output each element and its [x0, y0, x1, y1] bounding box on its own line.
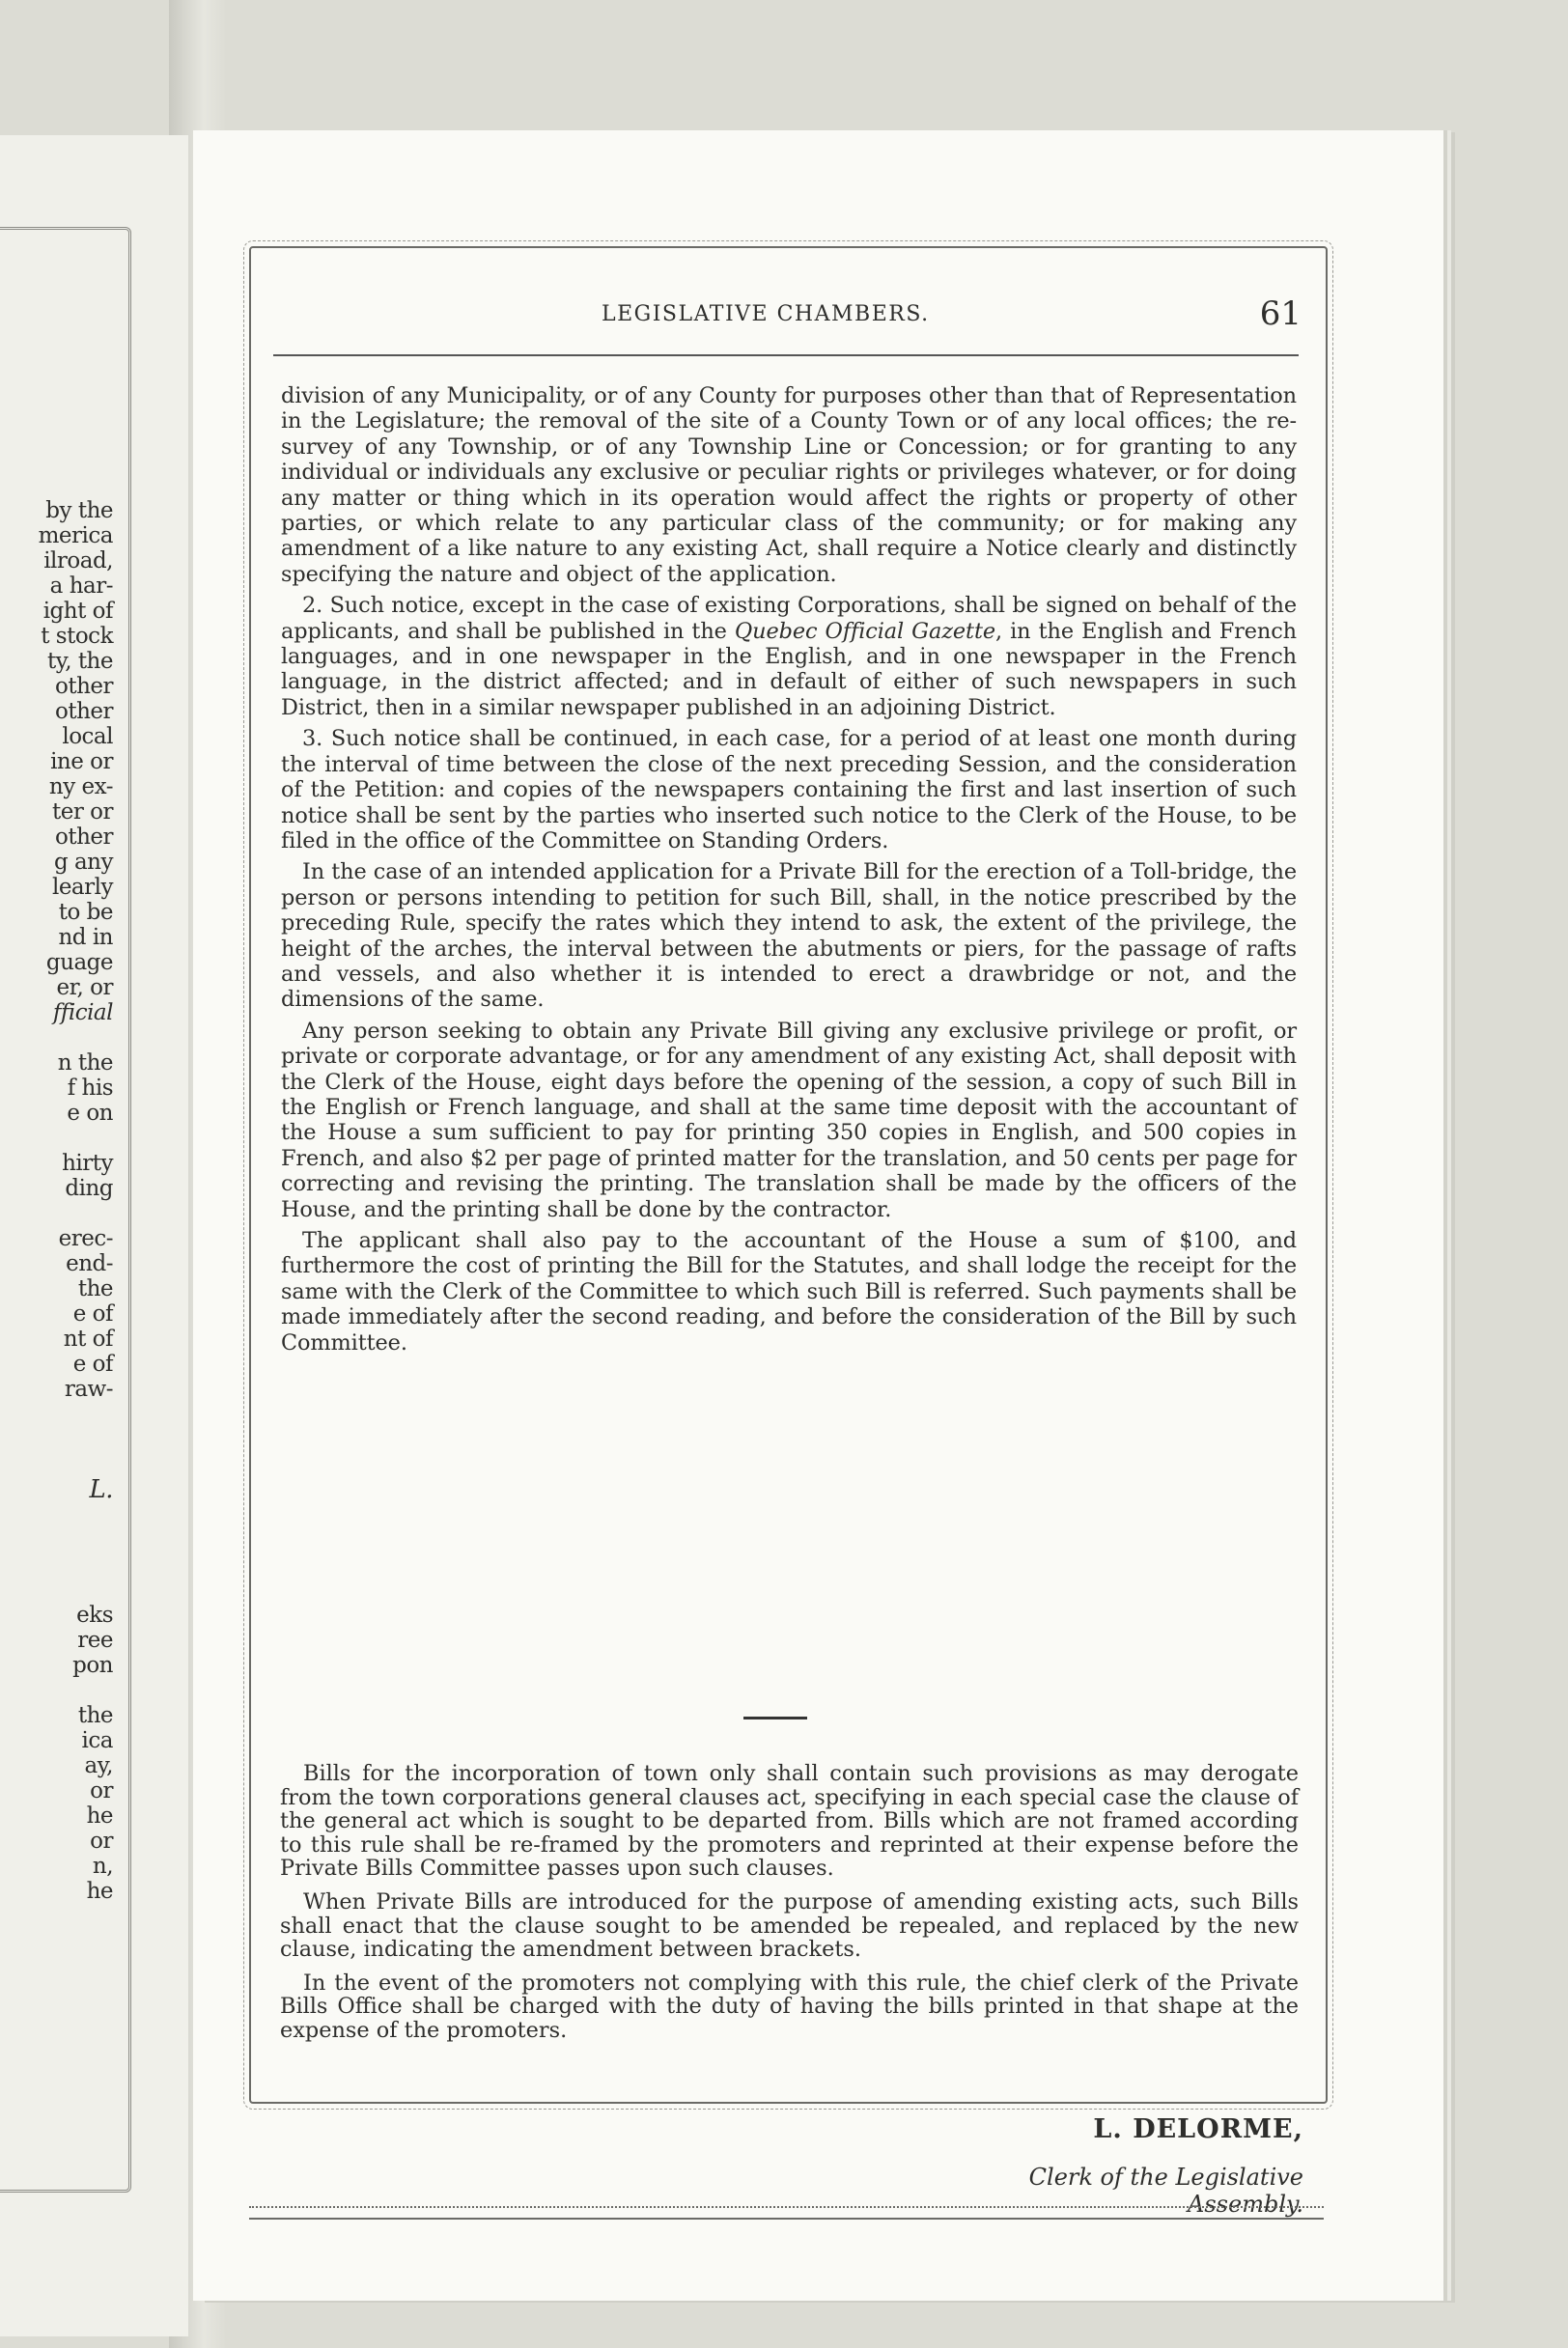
- header-rule: [273, 354, 1299, 356]
- facing-page-line: other: [54, 699, 113, 724]
- paragraph-noncompliance: In the event of the promoters not complying with this rule, the chief clerk of the Private Bills Office shall be charged with the duty of having the bills printed in that shape at the expense of the promoters.: [280, 1970, 1299, 2043]
- facing-page-line: e of: [72, 1301, 113, 1327]
- paragraph-rule-3: 3. Such notice shall be continued, in each case, for a period of at least one month during the interval of time between the close of the next preceding Session, and the consideration of the Petition: and copies of the newspapers containing the first and last insertion of such notice shall be sent by the parties who inserted such notice to the Clerk of the House, to be filed in the office of the Committee on Standing Orders.: [281, 726, 1297, 853]
- facing-page-line: ica: [81, 1728, 113, 1753]
- facing-page-line: ter or: [51, 799, 113, 825]
- facing-page-line: guage: [45, 950, 113, 975]
- signature-block: [946, 2114, 1303, 2218]
- facing-page-line: [7, 1427, 113, 1452]
- facing-page-line: fficial: [52, 1000, 113, 1025]
- facing-page-line: to be: [58, 900, 113, 925]
- facing-page-line: he: [86, 1879, 113, 1904]
- facing-page-line: other: [54, 825, 113, 850]
- facing-page-line: n,: [92, 1854, 113, 1879]
- facing-page-line: e of: [72, 1352, 113, 1377]
- gazette-name: Quebec Official Gazette: [734, 618, 995, 644]
- facing-page-line: pon: [72, 1653, 113, 1678]
- paragraph-continued: division of any Municipality, or of any County for purposes other than that of Representation in the Legislature; the removal of the site of a County Town or of any local offices; the re-survey of any Township, or of any Township Line or Concession; or for granting to any individual or individuals any exclusive or peculiar rights or privileges whatever, or for doing any matter or thing which in its operation would affect the rights or property of other parties, or which relate to any particular class of the community; or for making any amendment of a like nature to any existing Act, shall require a Notice clearly and distinctly specifying the nature and object of the application.: [281, 383, 1297, 587]
- facing-page-line: a har-: [49, 573, 113, 599]
- facing-page-line: [7, 1678, 113, 1703]
- facing-page-line: eks: [76, 1603, 113, 1628]
- running-title: LEGISLATIVE CHAMBERS.: [602, 302, 930, 326]
- facing-page-line: [7, 1552, 113, 1578]
- facing-page-line: ight of: [42, 599, 113, 624]
- facing-page-line: the: [77, 1276, 113, 1301]
- facing-page-line: he: [86, 1803, 113, 1829]
- decorative-border-bottom: [249, 2206, 1324, 2220]
- paragraph-payment: The applicant shall also pay to the accountant of the House a sum of $100, and furthermore the cost of printing the Bill for the Statutes, and shall lodge the receipt for the same with the Clerk of the Committee to which such Bill is referred. Such payments shall be made immediately after the second reading, and before the consideration of the Bill by such Committee.: [281, 1228, 1297, 1356]
- paragraph-deposit: Any person seeking to obtain any Private Bill giving any exclusive privilege or profit, or private or corporate advantage, or for any amendment of any existing Act, shall deposit with the Clerk of the House, eight days before the opening of the session, a copy of such Bill in the English or French language, and shall at the same time deposit with the accountant of the House a sum sufficient to pay for printing 350 copies in English, and 500 copies in French, and also $2 per page of printed matter for the translation, and 50 cents per page for correcting and revising the printing. The translation shall be made by the officers of the House, and the printing shall be done by the contractor.: [281, 1018, 1297, 1222]
- facing-page-line: hirty: [62, 1151, 113, 1176]
- page: [193, 130, 1443, 2301]
- facing-page-line: by the: [45, 498, 113, 523]
- facing-page-line: end-: [66, 1251, 113, 1276]
- facing-page-line: [7, 1502, 113, 1527]
- signatory-title: Clerk of the Legislative Assembly.: [1028, 2164, 1303, 2218]
- facing-page-line: ree: [77, 1628, 113, 1653]
- facing-page-line: ny ex-: [48, 774, 113, 799]
- facing-page-line: ding: [65, 1176, 113, 1201]
- facing-page-line: merica: [38, 523, 113, 548]
- facing-page-line: ty, the: [47, 649, 113, 674]
- facing-page-line: raw-: [64, 1377, 113, 1402]
- facing-page-line: [7, 1201, 113, 1226]
- running-head: [273, 294, 1302, 333]
- facing-page-line: other: [54, 674, 113, 699]
- paragraph-rule-2: [281, 593, 1297, 720]
- facing-page-line: learly: [51, 875, 113, 900]
- facing-page-line: or: [90, 1778, 113, 1803]
- facing-page-line: erec-: [58, 1226, 113, 1251]
- facing-page-line: er, or: [56, 975, 113, 1000]
- facing-page-line: or: [90, 1829, 113, 1854]
- facing-page-line: L.: [89, 1475, 113, 1504]
- paragraph-toll-bridge: In the case of an intended application for a Private Bill for the erection of a Toll-bridge, the person or persons intending to petition for such Bill, shall, in the notice prescribed by the preceding Rule, specify the rates which they intend to ask, the extent of the privilege, the height of the arches, the interval between the abutments or piers, for the passage of rafts and vessels, and also whether it is intended to erect a drawbridge or not, and the dimensions of the same.: [281, 859, 1297, 1013]
- facing-page-line: e on: [67, 1101, 113, 1126]
- facing-page-line: ay,: [84, 1753, 113, 1778]
- facing-page-line: [7, 1527, 113, 1552]
- facing-page-line: n the: [57, 1050, 113, 1076]
- facing-page-line: f his: [67, 1076, 113, 1101]
- facing-page-line: the: [77, 1703, 113, 1728]
- facing-page-line: ine or: [50, 749, 113, 774]
- facing-page-line: [7, 1452, 113, 1477]
- paragraph-amending-acts: When Private Bills are introduced for the purpose of amending existing acts, such Bills shall enact that the clause sought to be amended be repealed, and replaced by the new clause, indicating the amendment between brackets.: [280, 1888, 1299, 1963]
- paragraph-town-bills: Bills for the incorporation of town only shall contain such provisions as may derogate from the town corporations general clauses act, specifying in each special case the clause of the general act which is sought to be departed from. Bills which are not framed according to this rule shall be re-framed by the promoters and reprinted at their expense before the Private Bills Committee passes upon such clauses.: [280, 1761, 1299, 1882]
- paragraph-rule-2-part2: , in the English and French languages, and in one newspaper in the English, and in one newspaper in the French language, in the district affected; and in default of either of such newspapers in such District, then in a similar newspaper published in an adjoining District.: [281, 618, 1297, 720]
- facing-page-line: t stock: [41, 624, 113, 649]
- facing-page-fragment: [0, 135, 188, 2336]
- section-divider: [743, 1717, 807, 1719]
- signatory-name: L. DELORME,: [1093, 2114, 1303, 2144]
- facing-page-line: g any: [53, 850, 113, 875]
- facing-page-line: [7, 1025, 113, 1050]
- facing-page-line: local: [62, 724, 113, 749]
- facing-page-line: [7, 1402, 113, 1427]
- facing-page-line: [7, 1126, 113, 1151]
- rules-text: [281, 383, 1297, 1361]
- additional-rules-text: [280, 1762, 1299, 2053]
- paragraph-rule-2-part1: 2. Such notice, except in the case of existing Corporations, shall be signed on behalf of the applicants, and shall be published in the: [281, 593, 1297, 644]
- facing-page-line: ilroad,: [43, 548, 113, 573]
- page-number: 61: [1259, 294, 1302, 333]
- facing-page-line: nt of: [63, 1327, 113, 1352]
- facing-page-text: [7, 498, 113, 1904]
- facing-page-line: nd in: [58, 925, 113, 950]
- facing-page-line: [7, 1578, 113, 1603]
